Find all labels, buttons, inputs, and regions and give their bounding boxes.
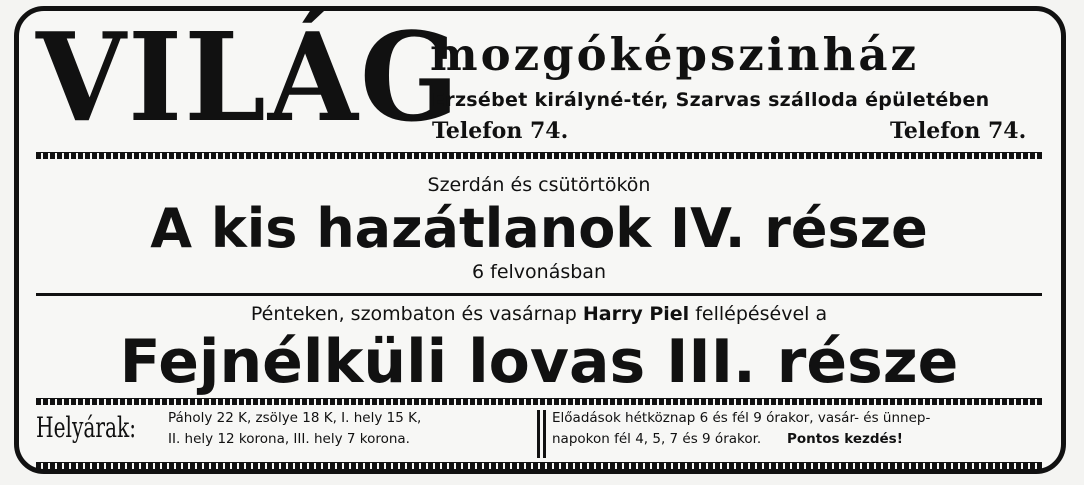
program1-acts: 6 felvonásban <box>472 261 606 283</box>
cinema-brand: VILÁG <box>36 6 461 150</box>
program2-star: Harry Piel <box>582 303 690 325</box>
program1-days: Szerdán és csütörtökön <box>427 174 651 196</box>
program2-role: fellépésével a <box>695 303 828 325</box>
phone-left: Telefon 74. <box>432 118 569 144</box>
wavy-divider-bottom <box>36 462 1042 469</box>
shows-line-2-times: napokon fél 4, 5, 7 és 9 órakor. <box>552 431 762 447</box>
wavy-divider <box>36 152 1042 159</box>
prices-line-2: II. hely 12 korona, III. hely 7 korona. <box>168 431 410 447</box>
showtimes-text <box>552 408 1042 450</box>
cinema-subtitle: mozgóképszinház <box>430 28 920 81</box>
shows-line-1: Előadások hétköznap 6 és fél 9 órakor, vasár- és ünnep- <box>552 410 931 426</box>
program2-title: Fejnélküli lovas III. része <box>119 327 959 397</box>
shows-punctual: Pontos kezdés! <box>786 431 903 447</box>
cinema-address: Erzsébet királyné-tér, Szarvas szálloda épületében <box>432 89 990 111</box>
column-separator <box>537 410 540 458</box>
divider-rule <box>36 293 1042 296</box>
prices-label: Helyárak: <box>36 411 137 444</box>
program1-title: A kis hazátlanok IV. része <box>150 197 928 260</box>
program2-intro: Pénteken, szombaton és vasárnap <box>250 303 577 325</box>
prices-line-1: Páholy 22 K, zsölye 18 K, I. hely 15 K, <box>168 410 422 426</box>
column-separator-2 <box>543 410 546 458</box>
wavy-divider-lower <box>36 398 1042 405</box>
prices-text <box>168 408 524 450</box>
shows-line-2 <box>552 429 1042 450</box>
phone-right: Telefon 74. <box>890 118 1027 144</box>
program2-intro-line <box>36 303 1042 325</box>
